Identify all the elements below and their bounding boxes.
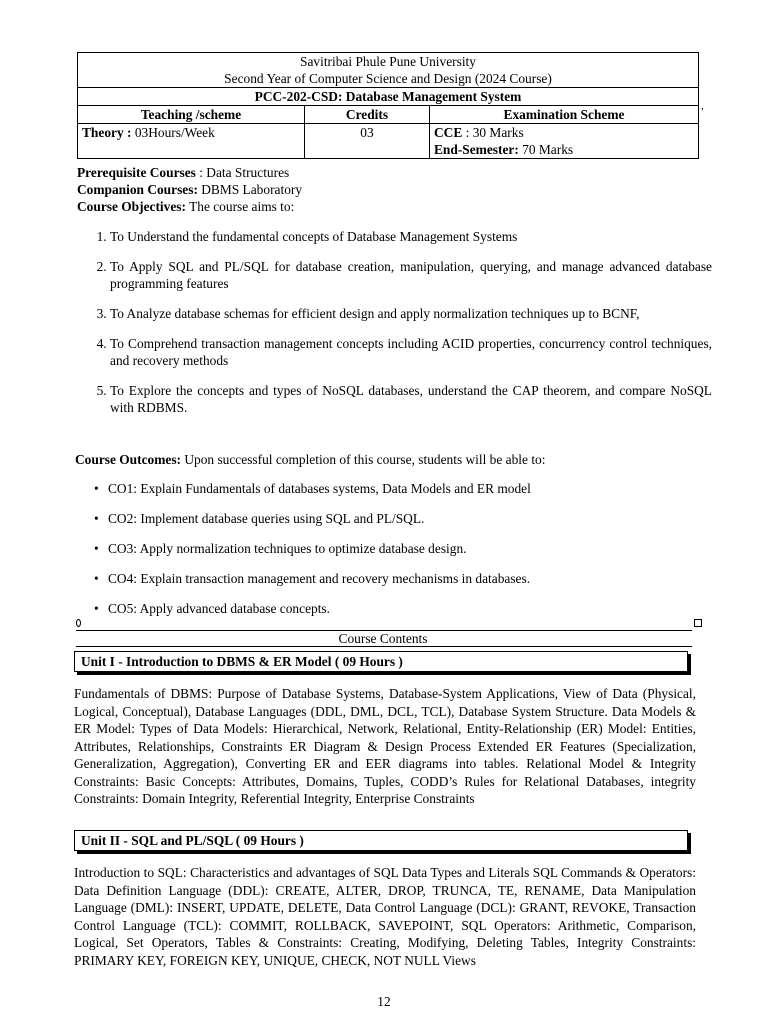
course-header-table [77, 52, 699, 159]
cce-label: CCE [434, 125, 463, 140]
unit2-body: Introduction to SQL: Characteristics and advantages of SQL Data Types and Literals SQL Commands & Operators: Data Definition Language (DDL): CREATE, ALTER, DROP, TRUNCA, TE, RENAME, Data Manipulation Language (DML): INSERT, UPDATE, DELETE, Data Control Language (DCL): GRANT, REVOKE, Transaction Control Language (TCL): COMMIT, ROLLBACK, SAVEPOINT, SQL Operators: Arithmetic, Comparison, Logical, Set Operators, Tables & Constraints: Creating, Modifying, Deleting Tables, Integrity Constraints: PRIMARY KEY, FOREIGN KEY, UNIQUE, CHECK, NOT NULL Views [74, 865, 696, 968]
decoration-mark-right [694, 619, 702, 627]
program-name: Second Year of Computer Science and Design (2024 Course) [224, 71, 552, 86]
outcomes-intro: Upon successful completion of this course, students will be able to: [181, 452, 546, 467]
objectives-label: Course Objectives: [77, 199, 186, 214]
objectives-list [88, 228, 712, 429]
teaching-scheme-header: Teaching /scheme [78, 106, 305, 124]
header-title-cell [78, 53, 699, 88]
theory-value: 03Hours/Week [131, 125, 215, 140]
prerequisite-label: Prerequisite Courses [77, 165, 196, 180]
list-item: 2. To Apply SQL and PL/SQL for database creation, manipulation, querying, and manage advanced database programming features [110, 258, 712, 292]
outcomes-list [92, 480, 708, 630]
list-item: • CO5: Apply advanced database concepts. [108, 600, 708, 617]
theory-label: Theory : [82, 125, 132, 140]
unit1-title: Unit I - Introduction to DBMS & ER Model ( 09 Hours ) [74, 651, 688, 672]
companion-line [77, 181, 302, 198]
list-item: • CO2: Implement database queries using SQL and PL/SQL. [108, 510, 708, 527]
endsem-value: 70 Marks [518, 142, 574, 157]
objectives-intro: The course aims to: [185, 199, 295, 214]
university-name: Savitribai Phule Pune University [300, 54, 476, 69]
exam-scheme-cell [430, 124, 699, 159]
page-number: 12 [377, 994, 391, 1009]
objectives-line [77, 198, 294, 215]
unit2-title: Unit II - SQL and PL/SQL ( 09 Hours ) [74, 830, 688, 851]
credits-value: 03 [305, 124, 430, 159]
theory-cell [78, 124, 305, 159]
outcomes-label: Course Outcomes: [75, 452, 181, 467]
course-code-title: PCC-202-CSD: Database Management System [78, 88, 699, 106]
list-item: • CO4: Explain transaction management and recovery mechanisms in databases. [108, 570, 708, 587]
list-item: 5. To Explore the concepts and types of NoSQL databases, understand the CAP theorem, and compare NoSQL with RDBMS. [110, 382, 712, 416]
companion-label: Companion Courses: [77, 182, 198, 197]
list-item: 4. To Comprehend transaction management concepts including ACID properties, concurrency control techniques, and recovery methods [110, 335, 712, 369]
list-item: 3. To Analyze database schemas for efficient design and apply normalization techniques up to BCNF, [110, 305, 712, 322]
list-item: • CO1: Explain Fundamentals of databases systems, Data Models and ER model [108, 480, 708, 497]
list-item: • CO3: Apply normalization techniques to optimize database design. [108, 540, 708, 557]
outcomes-line [75, 451, 545, 468]
prerequisite-value: : Data Structures [195, 165, 290, 180]
list-item: 1. To Understand the fundamental concepts of Database Management Systems [110, 228, 712, 245]
divider-line-bottom [76, 646, 692, 647]
unit1-body: Fundamentals of DBMS: Purpose of Database Systems, Database-System Applications, View of Data (Physical, Logical, Conceptual), Database Languages (DDL, DML, DCL, TCL), Database System Structure. Data Models & ER Model: Types of Data Models: Hierarchical, Network, Relational, Entity-Relationship (ER) Model: Entities, Attributes, Relationships, Constraints ER Diagram & Design Process Extended ER Features (Specialization, Generalization, Aggregation), Converting ER and EER diagrams into tables. Relational Model & Integrity Constraints: Basic Concepts: Attributes, Domains, Tuples, CODD’s Rules for Relational Databases, integrity Constraints: Domain Integrity, Referential Integrity, Enterprise Constraints [74, 686, 696, 806]
course-contents-title: Course Contents [338, 631, 428, 646]
endsem-label: End-Semester: [434, 142, 519, 157]
exam-scheme-header: Examination Scheme [430, 106, 699, 124]
cce-value: : 30 Marks [462, 125, 524, 140]
credits-header: Credits [305, 106, 430, 124]
decoration-mark-left [76, 619, 81, 627]
prerequisite-line [77, 164, 289, 181]
companion-value: DBMS Laboratory [197, 182, 303, 197]
stray-mark: , [701, 100, 704, 112]
